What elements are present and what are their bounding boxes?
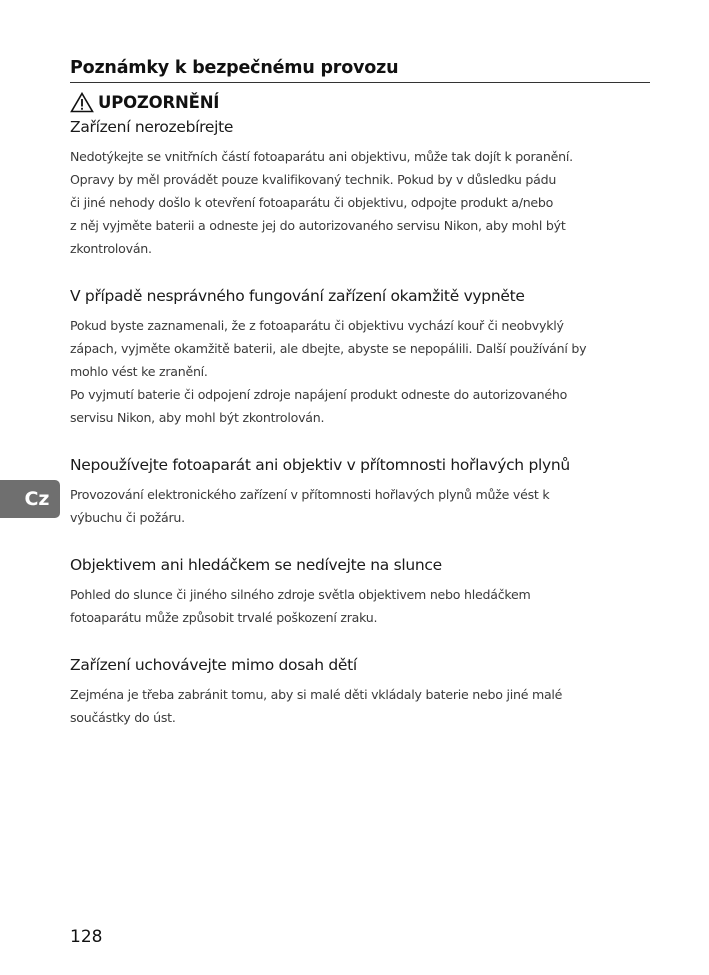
section-body [70, 583, 650, 629]
section-disassembly [70, 117, 650, 260]
body-line: Pokud byste zaznamenali, že z fotoaparátu či objektivu vychází kouř či neobvyklý [70, 318, 564, 333]
language-tab-label: Cz [24, 488, 50, 510]
body-line: zápach, vyjměte okamžitě baterii, ale dbejte, abyste se nepopálili. Další používání by [70, 341, 587, 356]
section-heading: Zařízení nerozebírejte [70, 118, 234, 136]
section-body [70, 145, 650, 260]
page-title: Poznámky k bezpečnému provozu [70, 58, 399, 78]
section-flammable-gas [70, 455, 650, 529]
body-line: z něj vyjměte baterii a odneste jej do autorizovaného servisu Nikon, aby mohl být [70, 218, 566, 233]
section-body [70, 314, 650, 429]
body-line: Nedotýkejte se vnitřních částí fotoaparátu ani objektivu, může tak dojít k poranění. [70, 149, 573, 164]
body-line: Zejména je třeba zabránit tomu, aby si malé děti vkládaly baterie nebo jiné malé [70, 687, 563, 702]
language-tab [0, 480, 60, 518]
body-line: Opravy by měl provádět pouze kvalifikovaný technik. Pokud by v důsledku pádu [70, 172, 557, 187]
body-line: výbuchu či požáru. [70, 510, 185, 525]
section-body [70, 483, 650, 529]
body-line: fotoaparátu může způsobit trvalé poškození zraku. [70, 610, 378, 625]
section-heading: Nepoužívejte fotoaparát ani objektiv v přítomnosti hořlavých plynů [70, 456, 570, 474]
section-body [70, 683, 650, 729]
body-line: zkontrolován. [70, 241, 152, 256]
page-number: 128 [70, 927, 103, 947]
body-line: mohlo vést ke zranění. [70, 364, 208, 379]
section-heading: Objektivem ani hledáčkem se nedívejte na slunce [70, 556, 442, 574]
body-line: či jiné nehody došlo k otevření fotoaparátu či objektivu, odpojte produkt a/nebo [70, 195, 554, 210]
section-heading: V případě nesprávného fungování zařízení okamžitě vypněte [70, 287, 525, 305]
warning-triangle-icon [70, 92, 94, 113]
body-line: Po vyjmutí baterie či odpojení zdroje napájení produkt odneste do autorizovaného [70, 387, 568, 402]
body-line: servisu Nikon, aby mohl být zkontrolován. [70, 410, 325, 425]
section-sun [70, 555, 650, 629]
warning-label: UPOZORNĚNÍ [98, 92, 220, 112]
section-malfunction [70, 286, 650, 429]
section-children [70, 655, 650, 729]
warning-header [70, 91, 219, 113]
title-divider [70, 82, 650, 83]
body-line: Provozování elektronického zařízení v přítomnosti hořlavých plynů může vést k [70, 487, 550, 502]
section-heading: Zařízení uchovávejte mimo dosah dětí [70, 656, 357, 674]
body-line: Pohled do slunce či jiného silného zdroje světla objektivem nebo hledáčkem [70, 587, 531, 602]
body-line: součástky do úst. [70, 710, 176, 725]
